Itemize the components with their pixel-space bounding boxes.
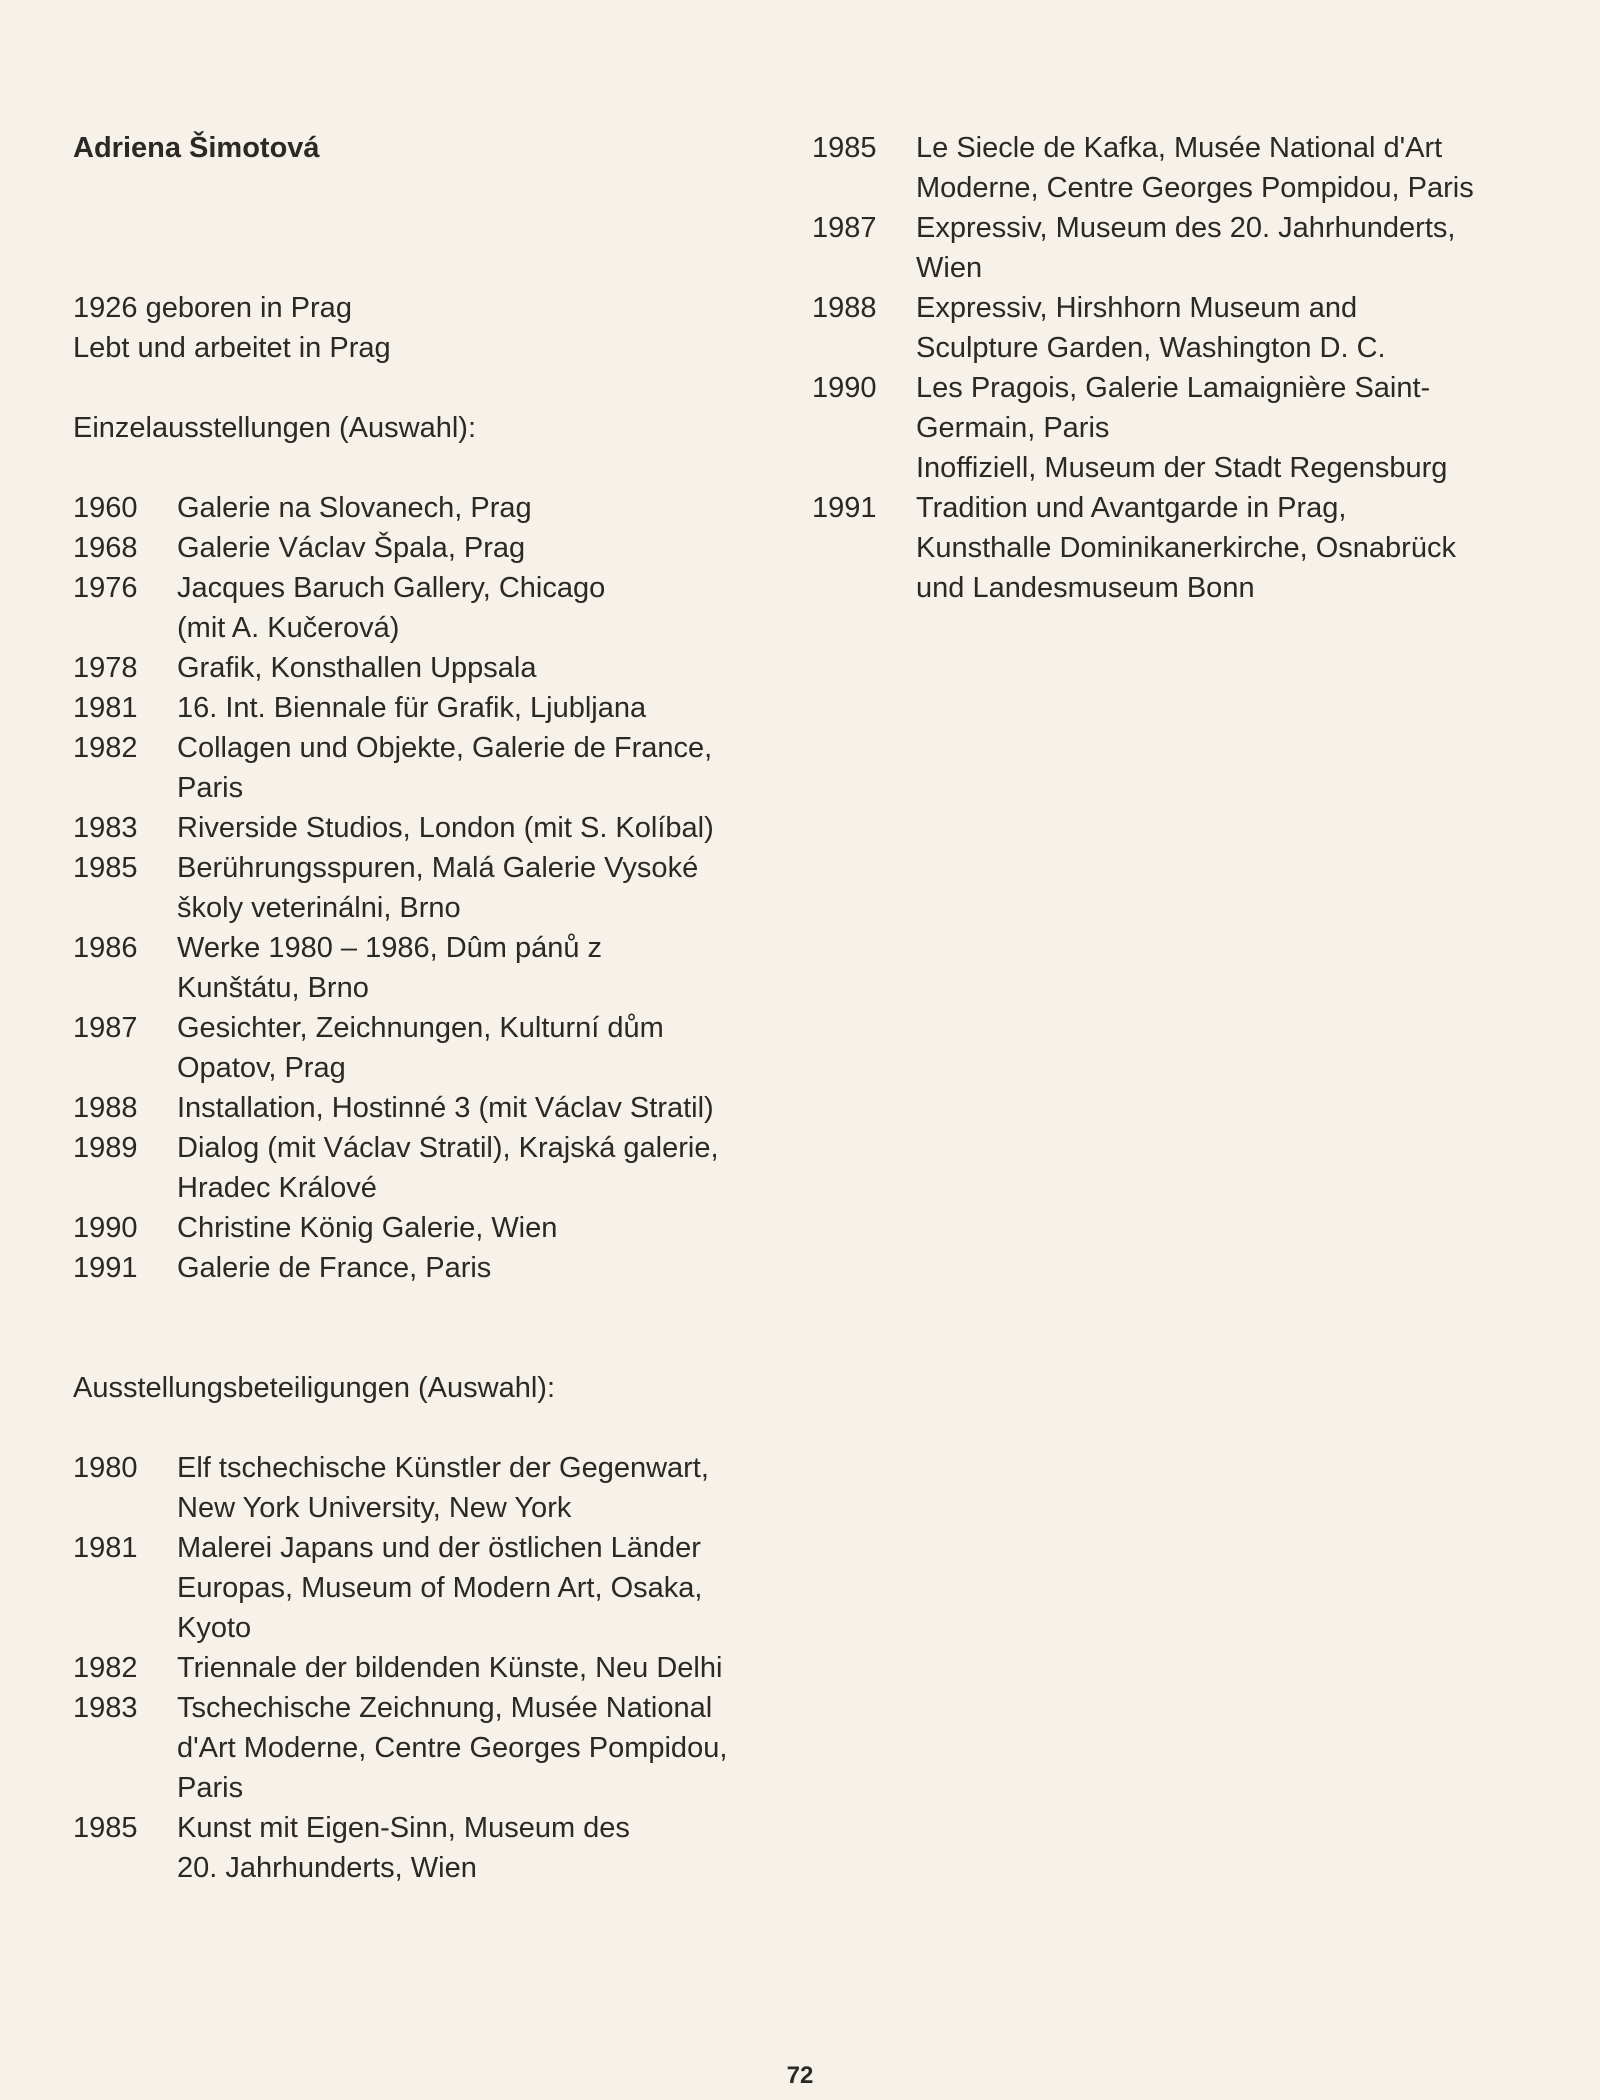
exhibition-line: Germain, Paris (916, 412, 1110, 444)
exhibition-description (177, 848, 773, 928)
left-column (73, 128, 773, 1888)
exhibition-line: Tradition und Avantgarde in Prag, (916, 492, 1347, 524)
solo-exhibitions-heading: Einzelausstellungen (Auswahl): (73, 412, 476, 444)
exhibition-line: Jacques Baruch Gallery, Chicago (177, 572, 606, 604)
exhibition-year: 1968 (73, 532, 138, 564)
exhibition-description (177, 688, 773, 728)
exhibition-description (177, 568, 773, 648)
exhibition-line: Kunštátu, Brno (177, 972, 369, 1004)
exhibition-description (177, 1248, 773, 1288)
exhibition-year: 1990 (73, 1212, 138, 1244)
exhibition-description (177, 1208, 773, 1248)
exhibition-description (177, 1808, 773, 1888)
exhibition-year: 1987 (812, 212, 877, 244)
exhibition-line: 16. Int. Biennale für Grafik, Ljubljana (177, 692, 647, 724)
exhibition-entry (812, 368, 1512, 488)
exhibition-description (916, 488, 1512, 608)
group-exhibitions-list (73, 1448, 773, 1888)
exhibition-line: New York University, New York (177, 1492, 572, 1524)
exhibition-description (177, 528, 773, 568)
exhibition-line: Europas, Museum of Modern Art, Osaka, (177, 1572, 703, 1604)
exhibition-entry (73, 1808, 773, 1888)
exhibition-year: 1985 (73, 852, 138, 884)
exhibition-line: 20. Jahrhunderts, Wien (177, 1852, 477, 1884)
exhibition-line: Paris (177, 772, 244, 804)
exhibition-entry (812, 128, 1512, 208)
exhibition-entry (73, 648, 773, 688)
exhibition-entry (73, 1008, 773, 1088)
exhibition-line: Riverside Studios, London (mit S. Kolíbal) (177, 812, 714, 844)
exhibition-line: Hradec Králové (177, 1172, 377, 1204)
exhibition-year: 1990 (812, 372, 877, 404)
exhibition-description (177, 1688, 773, 1808)
exhibition-year: 1989 (73, 1132, 138, 1164)
exhibition-description (177, 1448, 773, 1528)
exhibition-line: Wien (916, 252, 983, 284)
exhibition-line: Berührungsspuren, Malá Galerie Vysoké (177, 852, 699, 884)
exhibition-description (177, 728, 773, 808)
exhibition-description (177, 928, 773, 1008)
exhibition-line: Kunsthalle Dominikanerkirche, Osnabrück (916, 532, 1456, 564)
exhibition-description (177, 1128, 773, 1208)
exhibition-year: 1985 (73, 1812, 138, 1844)
bio-lives: Lebt und arbeitet in Prag (73, 332, 391, 364)
artist-name: Adriena Šimotová (73, 132, 320, 164)
exhibition-year: 1980 (73, 1452, 138, 1484)
exhibition-entry (73, 528, 773, 568)
exhibition-line: Grafik, Konsthallen Uppsala (177, 652, 537, 684)
exhibition-line: Malerei Japans und der östlichen Länder (177, 1532, 701, 1564)
exhibition-year: 1981 (73, 1532, 138, 1564)
exhibition-entry (73, 808, 773, 848)
exhibition-line: Opatov, Prag (177, 1052, 346, 1084)
exhibition-line: Expressiv, Museum des 20. Jahrhunderts, (916, 212, 1456, 244)
exhibition-entry (73, 1088, 773, 1128)
group-exhibitions-heading: Ausstellungsbeteiligungen (Auswahl): (73, 1372, 556, 1404)
group-exhibitions-list-continued (812, 128, 1512, 608)
exhibition-line: Triennale der bildenden Künste, Neu Delhi (177, 1652, 723, 1684)
exhibition-entry (73, 1528, 773, 1648)
exhibition-entry (73, 848, 773, 928)
exhibition-line: Gesichter, Zeichnungen, Kulturní dům (177, 1012, 664, 1044)
exhibition-description (177, 1648, 773, 1688)
exhibition-line: Paris (177, 1772, 244, 1804)
exhibition-description (916, 368, 1512, 488)
exhibition-line: Collagen und Objekte, Galerie de France, (177, 732, 713, 764)
exhibition-year: 1976 (73, 572, 138, 604)
exhibition-year: 1983 (73, 812, 138, 844)
exhibition-line: Le Siecle de Kafka, Musée National d'Art (916, 132, 1443, 164)
exhibition-description (177, 1528, 773, 1648)
exhibition-year: 1988 (812, 292, 877, 324)
exhibition-entry (73, 928, 773, 1008)
exhibition-description (177, 1088, 773, 1128)
exhibition-line: Expressiv, Hirshhorn Museum and (916, 292, 1358, 324)
exhibition-line: Werke 1980 – 1986, Dûm pánů z (177, 932, 603, 964)
exhibition-year: 1982 (73, 1652, 138, 1684)
exhibition-description (916, 208, 1512, 288)
exhibition-year: 1986 (73, 932, 138, 964)
exhibition-entry (73, 728, 773, 808)
exhibition-entry (73, 1248, 773, 1288)
exhibition-year: 1982 (73, 732, 138, 764)
exhibition-description (177, 1008, 773, 1088)
exhibition-year: 1991 (812, 492, 877, 524)
exhibition-year: 1978 (73, 652, 138, 684)
exhibition-line: Installation, Hostinné 3 (mit Václav Stratil) (177, 1092, 714, 1124)
page-number: 72 (786, 2062, 814, 2089)
exhibition-line: Kunst mit Eigen-Sinn, Museum des (177, 1812, 630, 1844)
exhibition-entry (73, 1648, 773, 1688)
exhibition-description (177, 808, 773, 848)
exhibition-description (177, 648, 773, 688)
exhibition-entry (73, 688, 773, 728)
exhibition-year: 1983 (73, 1692, 138, 1724)
exhibition-entry (73, 1128, 773, 1208)
exhibition-year: 1981 (73, 692, 138, 724)
exhibition-line: Inoffiziell, Museum der Stadt Regensburg (916, 452, 1448, 484)
exhibition-entry (73, 568, 773, 648)
exhibition-line: und Landesmuseum Bonn (916, 572, 1255, 604)
exhibition-line: Tschechische Zeichnung, Musée National (177, 1692, 713, 1724)
exhibition-year: 1985 (812, 132, 877, 164)
exhibition-description (177, 488, 773, 528)
exhibition-line: Christine König Galerie, Wien (177, 1212, 558, 1244)
exhibition-line: Moderne, Centre Georges Pompidou, Paris (916, 172, 1474, 204)
right-column (812, 128, 1512, 608)
exhibition-year: 1960 (73, 492, 138, 524)
exhibition-line: Elf tschechische Künstler der Gegenwart, (177, 1452, 709, 1484)
exhibition-entry (73, 488, 773, 528)
exhibition-description (916, 128, 1512, 208)
exhibition-year: 1988 (73, 1092, 138, 1124)
bio-born: 1926 geboren in Prag (73, 292, 352, 324)
exhibition-description (916, 288, 1512, 368)
exhibition-line: Sculpture Garden, Washington D. C. (916, 332, 1386, 364)
exhibition-year: 1987 (73, 1012, 138, 1044)
exhibition-entry (812, 288, 1512, 368)
exhibition-year: 1991 (73, 1252, 138, 1284)
exhibition-entry (812, 488, 1512, 608)
exhibition-line: d'Art Moderne, Centre Georges Pompidou, (177, 1732, 728, 1764)
exhibition-entry (73, 1448, 773, 1528)
exhibition-entry (73, 1208, 773, 1248)
exhibition-line: Kyoto (177, 1612, 252, 1644)
exhibition-entry (73, 1688, 773, 1808)
solo-exhibitions-list (73, 488, 773, 1288)
exhibition-line: školy veterinálni, Brno (177, 892, 461, 924)
exhibition-line: Galerie na Slovanech, Prag (177, 492, 532, 524)
exhibition-entry (812, 208, 1512, 288)
exhibition-line: (mit A. Kučerová) (177, 612, 400, 644)
exhibition-line: Les Pragois, Galerie Lamaignière Saint- (916, 372, 1431, 404)
exhibition-line: Galerie de France, Paris (177, 1252, 492, 1284)
exhibition-line: Dialog (mit Václav Stratil), Krajská galerie, (177, 1132, 719, 1164)
exhibition-line: Galerie Václav Špala, Prag (177, 532, 526, 564)
